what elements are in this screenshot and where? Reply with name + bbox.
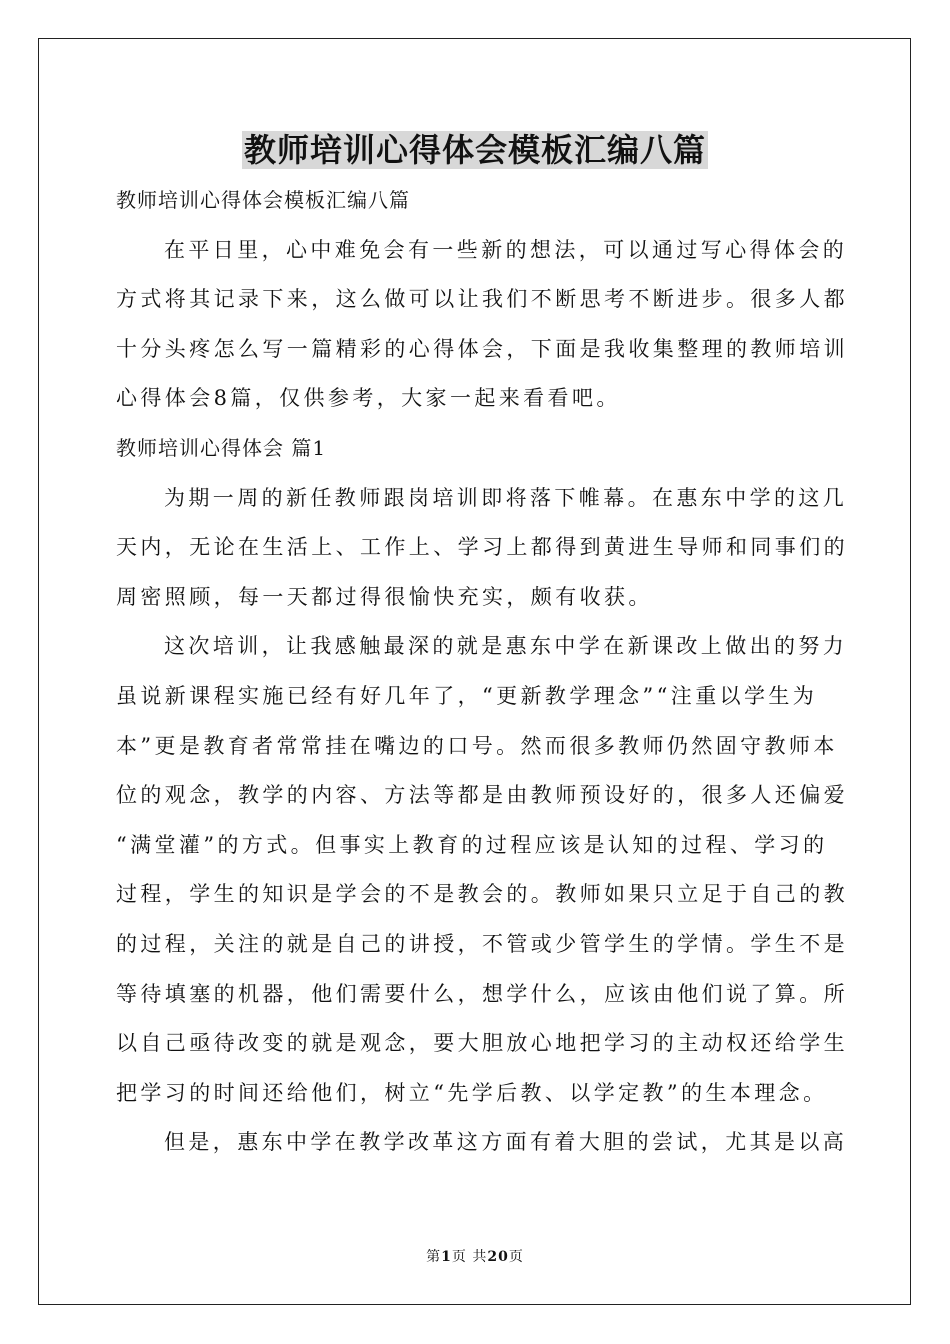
paragraph2-line: 本”更是教育者常常挂在嘴边的口号。然而很多教师仍然固守教师本 — [116, 733, 838, 758]
paragraph1-line: 周密照顾，每一天都过得很愉快充实，颇有收获。 — [116, 584, 653, 609]
section-heading: 教师培训心得体会 篇1 — [116, 435, 327, 460]
intro-line: 心得体会8篇，仅供参考，大家一起来看看吧。 — [116, 386, 621, 411]
paragraph2-line: 虽说新课程实施已经有好几年了，“更新教学理念”“注重以学生为 — [116, 683, 818, 708]
intro-line: 方式将其记录下来，这么做可以让我们不断思考不断进步。很多人都 — [116, 287, 848, 312]
paragraph2-line: 的过程，关注的就是自己的讲授，不管或少管学生的学情。学生不是 — [116, 931, 848, 956]
paragraph2-line: 把学习的时间还给他们，树立“先学后教、以学定教”的生本理念。 — [116, 1080, 828, 1105]
document-subtitle: 教师培训心得体会模板汇编八篇 — [116, 188, 410, 212]
intro-line: 十分头疼怎么写一篇精彩的心得体会，下面是我收集整理的教师培训 — [116, 336, 848, 361]
page-prefix: 第 — [426, 1249, 442, 1265]
intro-line: 在平日里，心中难免会有一些新的想法，可以通过写心得体会的 — [164, 237, 848, 262]
page-suffix: 页 — [508, 1249, 524, 1265]
page-total: 20 — [487, 1249, 509, 1265]
document-body — [116, 176, 848, 1168]
paragraph2-line: “满堂灌”的方式。但事实上教育的过程应该是认知的过程、学习的 — [116, 832, 828, 857]
page-mid: 页 共 — [451, 1249, 488, 1265]
paragraph1-line: 天内，无论在生活上、工作上、学习上都得到黄进生导师和同事们的 — [116, 535, 848, 560]
paragraph2-line: 以自己亟待改变的就是观念，要大胆放心地把学习的主动权还给学生 — [116, 1031, 848, 1056]
paragraph2-line: 等待填塞的机器，他们需要什么，想学什么，应该由他们说了算。所 — [116, 981, 848, 1006]
paragraph3-line: 但是，惠东中学在教学改革这方面有着大胆的尝试，尤其是以高 — [164, 1130, 848, 1155]
paragraph2-line: 位的观念，教学的内容、方法等都是由教师预设好的，很多人还偏爱 — [116, 783, 848, 808]
page-current: 1 — [441, 1249, 452, 1265]
page-footer — [0, 1246, 950, 1266]
paragraph2-line: 过程，学生的知识是学会的不是教会的。教师如果只立足于自己的教 — [116, 882, 848, 907]
document-title — [0, 128, 950, 172]
document-title-text: 教师培训心得体会模板汇编八篇 — [243, 131, 706, 169]
paragraph2-line: 这次培训，让我感触最深的就是惠东中学在新课改上做出的努力 — [164, 634, 848, 659]
paragraph1-line: 为期一周的新任教师跟岗培训即将落下帷幕。在惠东中学的这几 — [164, 485, 848, 510]
